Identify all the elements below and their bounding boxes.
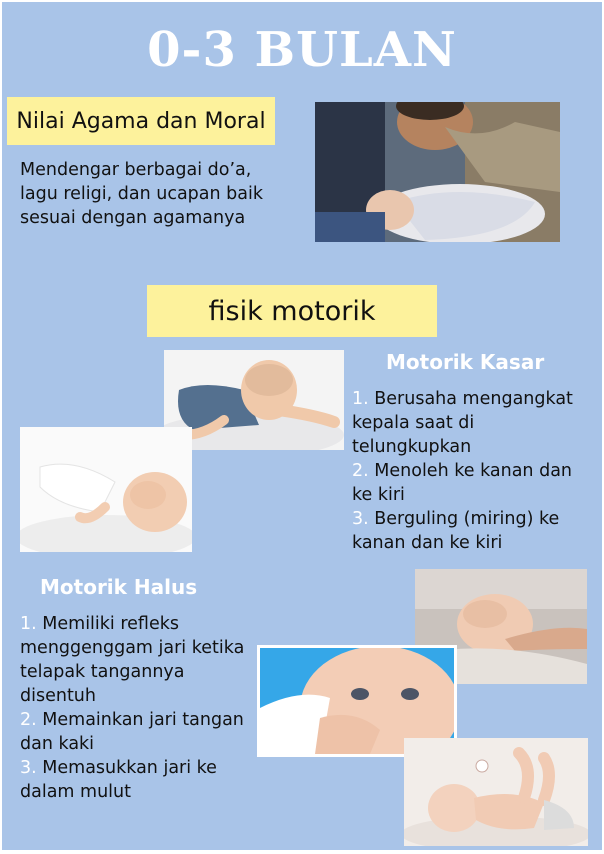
agama-heading-banner [7, 97, 275, 145]
motorik-halus-item [20, 756, 252, 804]
motorik-halus-list [20, 612, 252, 804]
motorik-halus-item [20, 612, 252, 708]
motorik-kasar-item [352, 507, 597, 555]
motorik-kasar-heading: Motorik Kasar [386, 350, 545, 374]
item-text: Memasukkan jari ke dalam mulut [20, 758, 217, 802]
baby-feet-photo [404, 738, 588, 846]
father-baby-photo [315, 102, 560, 242]
item-text: Berusaha mengangkat kepala saat di telungkupkan [352, 389, 573, 457]
item-text: Memiliki refleks menggenggam jari ketika telapak tangannya disentuh [20, 614, 245, 706]
motorik-halus-item [20, 708, 252, 756]
item-text: Menoleh ke kanan dan ke kiri [352, 461, 573, 505]
motorik-halus-heading: Motorik Halus [40, 575, 198, 599]
baby-side-photo [20, 427, 192, 552]
item-text: Memainkan jari tangan dan kaki [20, 710, 244, 754]
motorik-kasar-item [352, 387, 597, 459]
item-text: Berguling (miring) ke kanan dan ke kiri [352, 509, 560, 553]
item-number: 2. [20, 710, 37, 730]
item-number: 2. [352, 461, 369, 481]
item-number: 1. [20, 614, 37, 634]
agama-heading: Nilai Agama dan Moral [16, 108, 266, 134]
fisik-heading: fisik motorik [208, 295, 376, 327]
item-number: 1. [352, 389, 369, 409]
item-number: 3. [352, 509, 369, 529]
motorik-kasar-list [352, 387, 597, 555]
item-number: 3. [20, 758, 37, 778]
fisik-heading-banner [147, 285, 437, 337]
agama-description: Mendengar berbagai do’a, lagu religi, dan ucapan baik sesuai dengan agamanya [20, 160, 263, 228]
poster-title: 0-3 BULAN [147, 22, 457, 78]
poster-page [2, 2, 602, 850]
motorik-kasar-item [352, 459, 597, 507]
